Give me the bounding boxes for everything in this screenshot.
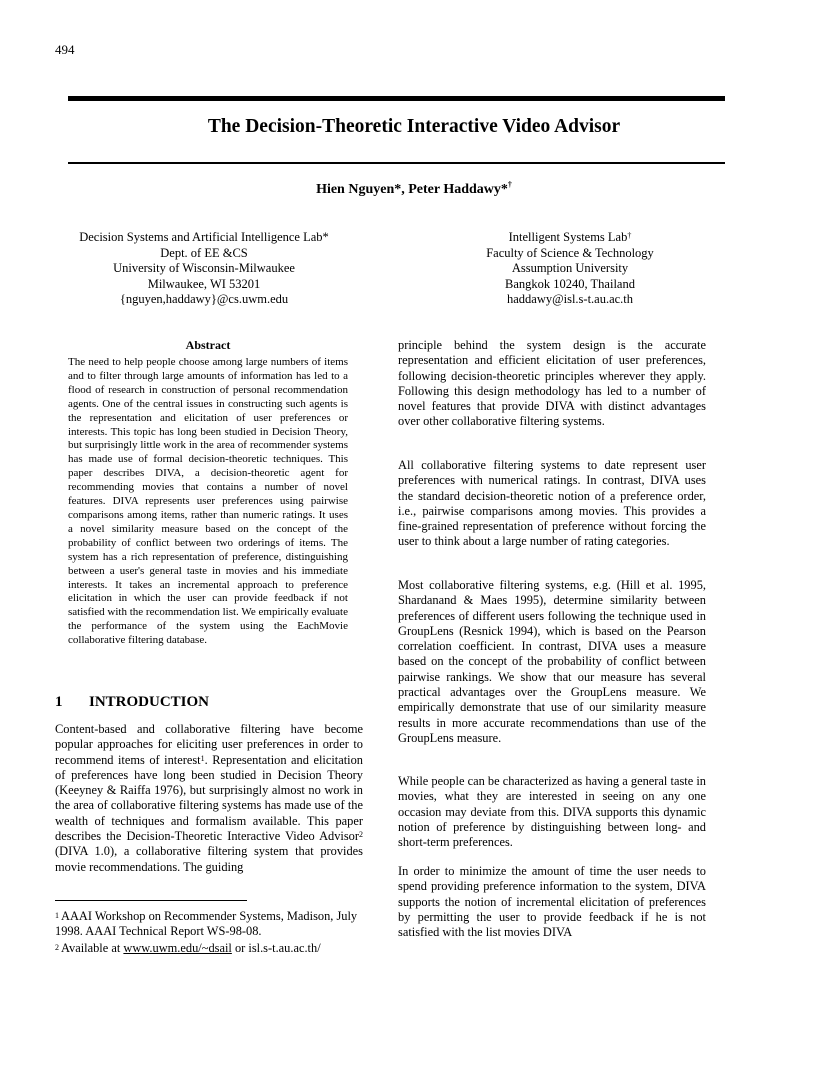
footnote-2 [55, 941, 365, 956]
affiliation-left-university: University of Wisconsin-Milwaukee [113, 261, 295, 275]
affiliation-right-lab: Intelligent Systems Lab [508, 230, 628, 244]
footnote-2-prefix: Available at [61, 941, 124, 955]
affiliation-right-faculty: Faculty of Science & Technology [486, 245, 654, 260]
affiliation-right-lab-line [412, 230, 728, 246]
right-column-paragraph-2: All collaborative filtering systems to date represent user preferences with numerical ratings. In contrast, DIVA uses the standard decision-theoretic notion of a preference order, i.e., pairwise comparisons among movies. This provides a fine-grained representation of preference without forcing the user to think about a large number of rating categories. [398, 458, 706, 549]
right-column-paragraph-3: Most collaborative filtering systems, e.g. (Hill et al. 1995, Shardanand & Maes 1995), determine similarity between preferences of different users following the technique used in GroupLens (Resnick 1994), which is based on the Pearson correlation coefficient. In contrast, DIVA uses a measure based on the concept of the probability of conflict between pairwise rankings. We show that our measure has several practical advantages over the GroupLens measure. We empirically demonstrate that use of our similarity measure results in more accurate recommendations than use of the GroupLens measure. [398, 578, 706, 745]
right-column-paragraph-1: principle behind the system design is the accurate representation and efficient elicitation of user preferences, following decision-theoretic principles wherever they apply. Following this design methodology has led to a number of novel features that provide DIVA with distinct advantages over other collaborative filtering systems. [398, 338, 706, 429]
affiliation-left-lab: Decision Systems and Artificial Intelligence Lab* [79, 230, 329, 244]
section-number: 1 [55, 694, 63, 710]
footnote-1-mark: 1 [55, 911, 59, 920]
top-rule [68, 96, 725, 101]
intro-text-3: (DIVA 1.0), a collaborative filtering system that provides movie recommendations. The guiding [55, 844, 363, 874]
section-heading-introduction [55, 694, 209, 711]
author-names: Hien Nguyen*, Peter Haddawy* [316, 182, 508, 197]
title-rule [68, 162, 725, 164]
footnote-rule [55, 900, 247, 901]
footnote-2-mark: 2 [55, 943, 59, 952]
affiliation-left-dept: Dept. of EE &CS [160, 245, 248, 260]
footnote-ref-1: 1 [200, 753, 205, 763]
affiliation-left-city: Milwaukee, WI 53201 [147, 276, 261, 291]
paper-title: The Decision-Theoretic Interactive Video Advisor [207, 116, 621, 137]
affiliation-right-dagger: † [627, 231, 632, 240]
footnote-1-text: AAAI Workshop on Recommender Systems, Madison, July 1998. AAAI Technical Report WS-98-08. [55, 909, 358, 939]
page-number: 494 [55, 42, 75, 57]
right-column-paragraph-4: While people can be characterized as having a general taste in movies, what they are interested in seeing on any one occasion may deviate from this. DIVA supports this dynamic notion of preference by distinguishing between long- and short-term preferences. [398, 774, 706, 850]
footnote-ref-2: 2 [359, 830, 363, 840]
abstract-body: The need to help people choose among large numbers of items and to filter through large amounts of information has led to a flood of research in construction of personal recommendation agents. One of the central issues in constructing such agents is the representation and elicitation of user preferences or interests. This topic has long been studied in Decision Theory, but surprisingly little work in the area of recommender systems has made use of formal decision-theoretic techniques. This paper describes DIVA, a decision-theoretic agent for recommending movies that contains a number of novel features. DIVA represents user preferences using pairwise comparisons among items, rather than numeric ratings. It uses a novel similarity measure based on the concept of the probability of conflict between two orderings of items. The system has a rich representation of preference, distinguishing between a user's general taste in movies and his immediate interests. It takes an incremental approach to preference elicitation in which the user can provide feedback if not satisfied with the recommendation list. We empirically evaluate the performance of the system using the EachMovie collaborative filtering database. [68, 356, 348, 647]
affiliation-left-email: {nguyen,haddawy}@cs.uwm.edu [119, 292, 289, 306]
footnote-1 [55, 909, 365, 940]
abstract-heading: Abstract [185, 338, 231, 352]
affiliation-right-university: Assumption University [511, 261, 629, 275]
affiliation-right [412, 230, 728, 308]
authors [0, 182, 828, 198]
section-title: INTRODUCTION [89, 694, 210, 710]
intro-text-1: Content-based and collaborative filtering have become popular approaches for eliciting user preferences in order to recommend items of interest [55, 722, 363, 767]
affiliation-right-email: haddawy@isl.s-t.au.ac.th [506, 292, 634, 306]
footnote-2-suffix: or isl.s-t.au.ac.th/ [231, 941, 321, 955]
intro-paragraph [55, 722, 363, 875]
right-column-paragraph-5: In order to minimize the amount of time the user needs to spend providing preference information to the system, DIVA supports the notion of incremental elicitation of preferences by permitting the user to provide feedback if he is not satisfied with the list movies DIVA [398, 864, 706, 940]
intro-text-2: . Representation and elicitation of preferences have long been studied in Decision Theory (Keeyney & Raiffa 1976), but surprisingly almost no work in the area of collaborative filtering systems has made use of the wealth of techniques and formalism available. This paper describes the Decision-Theoretic Interactive Video Advisor [55, 752, 363, 844]
affiliation-right-city: Bangkok 10240, Thailand [505, 276, 635, 291]
authors-dagger: † [507, 180, 512, 189]
footnote-2-url-link[interactable]: www.uwm.edu/~dsail [123, 941, 232, 955]
affiliation-left [40, 230, 368, 308]
